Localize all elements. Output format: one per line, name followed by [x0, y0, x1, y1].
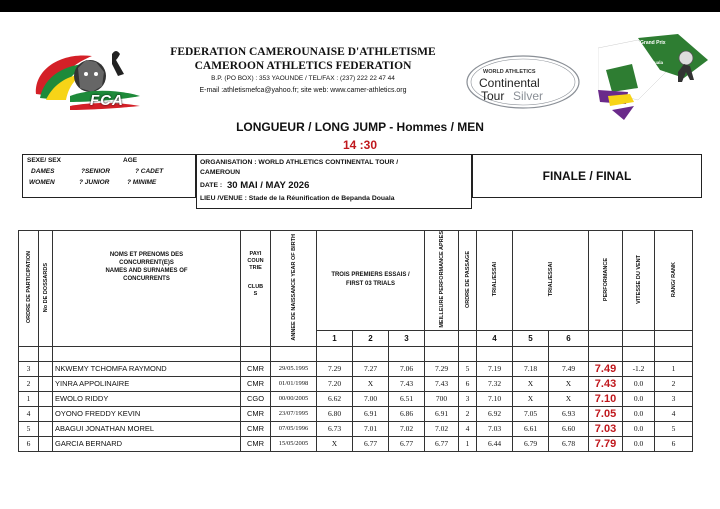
age-cadet: ? CADET: [135, 168, 164, 175]
table-row: [19, 391, 693, 406]
trial-1: 6.62: [317, 391, 353, 406]
order-header: [19, 231, 39, 347]
venue: LIEU /VENUE : Stade de la Réunification de Bepanda Douala: [200, 195, 395, 202]
trial-4: 7.32: [477, 376, 513, 391]
category-box: [22, 154, 196, 198]
country: CMR: [241, 436, 271, 451]
federation-name-en: CAMEROON ATHLETICS FEDERATION: [194, 60, 412, 72]
bib: [39, 436, 53, 451]
performance: 7.79: [589, 436, 623, 451]
trial-6: X: [549, 376, 589, 391]
trial-2: 7.27: [353, 361, 389, 376]
trial-6: 6.93: [549, 406, 589, 421]
athlete-name: YINRA APPOLINAIRE: [53, 376, 241, 391]
trial-3: 6.77: [389, 436, 425, 451]
rank-header-label: RANG/ RANK: [670, 261, 677, 297]
performance-header-label: PERFORMANCE: [602, 257, 609, 301]
best-header-label: MEILLEURE PERFORMANCE APRES: [438, 231, 445, 328]
trial-2: X: [353, 376, 389, 391]
trial-5: 6.79: [513, 436, 549, 451]
trial-2-number: 2: [353, 330, 389, 346]
fca-logo: [30, 40, 145, 120]
trial-b-header: [513, 231, 589, 331]
athlete-name: OYONO FREDDY KEVIN: [53, 406, 241, 421]
tour-line1: WORLD ATHLETICS: [483, 69, 536, 75]
table-row: [19, 361, 693, 376]
trial-3-number: 3: [389, 330, 425, 346]
trials-header-line1: TROIS PREMIERS ESSAIS /: [331, 272, 410, 279]
passage-order: 5: [459, 361, 477, 376]
date-value: 30 MAI / MAY 2026: [227, 180, 310, 191]
names-header-line2: CONCURRENT(E)S: [119, 260, 174, 266]
best-after-3: 7.29: [425, 361, 459, 376]
bib: [39, 391, 53, 406]
birth-date: 00/00/2005: [271, 391, 317, 406]
table-row: [19, 406, 693, 421]
event-time: 14 :30: [342, 138, 378, 152]
rank: 6: [655, 436, 693, 451]
trial-1: X: [317, 436, 353, 451]
trial-3: 7.06: [389, 361, 425, 376]
order: 5: [19, 421, 39, 436]
names-header-line4: CONCURRENTS: [123, 276, 170, 282]
best-after-3: 6.91: [425, 406, 459, 421]
age-minime: ? MINIME: [127, 179, 157, 186]
birth-date: 29/05.1995: [271, 361, 317, 376]
federation-name-fr: FEDERATION CAMEROUNAISE D'ATHLETISME: [170, 46, 436, 58]
order: 1: [19, 391, 39, 406]
fca-logo-text: FCA: [90, 92, 124, 109]
best-after-3: 700: [425, 391, 459, 406]
trial-6: 6.60: [549, 421, 589, 436]
event-title: LONGUEUR / LONG JUMP - Hommes / MEN: [236, 120, 484, 134]
organisation: ORGANISATION : WORLD ATHLETICS CONTINENTAL TOUR /: [200, 159, 399, 166]
gp-line2: Douala: [648, 60, 664, 65]
trial-1-number: 1: [317, 330, 353, 346]
performance: 7.10: [589, 391, 623, 406]
sex-label: SEXE/ SEX: [27, 157, 61, 164]
trials-header: [317, 231, 425, 331]
sex-dames: DAMES: [31, 168, 55, 175]
wind: 0.0: [623, 436, 655, 451]
country-header-line1: PAYI: [249, 251, 262, 257]
trial-4-number: 4: [477, 330, 513, 346]
country-header-line3: TRIE: [249, 265, 262, 271]
trials-header-line2: FIRST 03 TRIALS: [345, 281, 395, 288]
tour-line2: Continental: [479, 76, 540, 90]
country: CMR: [241, 421, 271, 436]
trial-6-number: 6: [549, 330, 589, 346]
trial-5: X: [513, 376, 549, 391]
trial-4: 7.03: [477, 421, 513, 436]
table-row: [19, 421, 693, 436]
sex-women: WOMEN: [29, 179, 55, 186]
trial-5: 7.18: [513, 361, 549, 376]
order: 2: [19, 376, 39, 391]
birth-header: [271, 231, 317, 347]
club-header-line1: CLUB: [247, 284, 264, 290]
bib: [39, 421, 53, 436]
trial-a-header-label: TRIAL/ESSAI: [491, 262, 498, 297]
age-junior: ? JUNIOR: [79, 179, 110, 186]
trial-6: 6.78: [549, 436, 589, 451]
results-table: [18, 230, 693, 452]
trial-2: 6.91: [353, 406, 389, 421]
best-after-3: 7.43: [425, 376, 459, 391]
wind: 0.0: [623, 406, 655, 421]
bib-header: [39, 231, 53, 347]
rank: 4: [655, 406, 693, 421]
best-after-3: 6.77: [425, 436, 459, 451]
trial-5: X: [513, 391, 549, 406]
grand-prix-logo: [598, 30, 710, 130]
wind-header: [623, 231, 655, 331]
wind-header-label: VITESSE DU VENT: [635, 254, 642, 304]
performance: 7.03: [589, 421, 623, 436]
trial-2: 7.00: [353, 391, 389, 406]
trial-5-number: 5: [513, 330, 549, 346]
trial-5: 7.05: [513, 406, 549, 421]
trial-1: 7.20: [317, 376, 353, 391]
trial-a-header: [477, 231, 513, 331]
rank: 5: [655, 421, 693, 436]
order: 3: [19, 361, 39, 376]
perf-blank: [589, 330, 623, 346]
trial-6: X: [549, 391, 589, 406]
trial-3: 7.02: [389, 421, 425, 436]
rank-header: [655, 231, 693, 331]
passage-header: [459, 231, 477, 331]
trial-3: 6.86: [389, 406, 425, 421]
continental-tour-logo: [465, 54, 580, 110]
trial-2: 7.01: [353, 421, 389, 436]
athlete-name: GARCIA BERNARD: [53, 436, 241, 451]
wind-blank: [623, 330, 655, 346]
trial-4: 6.92: [477, 406, 513, 421]
order: 4: [19, 406, 39, 421]
passage-blank: [459, 330, 477, 346]
country-header-line2: COUN: [247, 258, 264, 264]
passage-header-label: ORDRE DE PASSAGE: [464, 250, 471, 308]
federation-address: B.P. (PO BOX) : 353 YAOUNDE / TEL/FAX : (237) 222 22 47 44: [211, 75, 395, 82]
performance: 7.49: [589, 361, 623, 376]
bib-header-label: No DE DOSSARDS: [42, 262, 49, 312]
results-sheet: [0, 12, 720, 509]
rank: 1: [655, 361, 693, 376]
birth-date: 15/05/2005: [271, 436, 317, 451]
trial-4: 6.44: [477, 436, 513, 451]
passage-order: 2: [459, 406, 477, 421]
performance-header: [589, 231, 623, 331]
trial-1: 6.80: [317, 406, 353, 421]
trial-1: 6.73: [317, 421, 353, 436]
order-header-label: ORDRE DE PARTICIPATION: [25, 251, 32, 324]
rank: 3: [655, 391, 693, 406]
tour-line3: Tour: [481, 89, 505, 103]
date-label: DATE :: [200, 182, 223, 189]
age-label: AGE: [123, 157, 138, 164]
final-box: [472, 154, 702, 198]
best-header: [425, 231, 459, 331]
trial-3: 7.43: [389, 376, 425, 391]
birth-date: 23/07/1995: [271, 406, 317, 421]
bib: [39, 376, 53, 391]
wind: 0.0: [623, 376, 655, 391]
trial-1: 7.29: [317, 361, 353, 376]
order: 6: [19, 436, 39, 451]
country-header: [241, 231, 271, 347]
organisation-line2: CAMEROUN: [200, 169, 241, 176]
header-row: [19, 231, 693, 331]
names-header-line3: NAMES AND SURNAMES OF: [105, 268, 188, 274]
gp-line1: Grand Prix: [640, 40, 666, 46]
birth-header-label: ANNEE DE NAISSANCE YEAR OF BIRTH: [290, 234, 297, 341]
country: CMR: [241, 406, 271, 421]
athlete-name: NKWEMY TCHOMFA RAYMOND: [53, 361, 241, 376]
trial-6: 7.49: [549, 361, 589, 376]
birth-date: 01/01/1998: [271, 376, 317, 391]
federation-contact: E-mail :athletismefca@yahoo.fr; site web: www.camer-athletics.org: [199, 87, 407, 94]
trial-b-header-label: TRIAL/ESSAI: [547, 262, 554, 297]
trial-4: 7.19: [477, 361, 513, 376]
age-senior: ?SENIOR: [81, 168, 110, 175]
final-label: FINALE / FINAL: [542, 169, 632, 183]
rank: 2: [655, 376, 693, 391]
athlete-name: EWOLO RIDDY: [53, 391, 241, 406]
trial-5: 6.61: [513, 421, 549, 436]
spacer-row: [19, 346, 693, 361]
wind: 0.0: [623, 391, 655, 406]
bib: [39, 406, 53, 421]
passage-order: 6: [459, 376, 477, 391]
trial-3: 6.51: [389, 391, 425, 406]
names-header: [53, 231, 241, 347]
country: CMR: [241, 376, 271, 391]
country: CMR: [241, 361, 271, 376]
table-row: [19, 376, 693, 391]
passage-order: 3: [459, 391, 477, 406]
wind: 0.0: [623, 421, 655, 436]
club-header-line2: S: [253, 291, 258, 297]
trial-2: 6.77: [353, 436, 389, 451]
trial-4: 7.10: [477, 391, 513, 406]
names-header-line1: NOMS ET PRENOMS DES: [109, 252, 184, 258]
passage-order: 1: [459, 436, 477, 451]
best-after-3: 7.02: [425, 421, 459, 436]
wind: -1.2: [623, 361, 655, 376]
tour-line4: Silver: [513, 89, 544, 103]
info-box: [196, 154, 472, 209]
country: CGO: [241, 391, 271, 406]
performance: 7.05: [589, 406, 623, 421]
performance: 7.43: [589, 376, 623, 391]
athlete-name: ABAGUI JONATHAN MOREL: [53, 421, 241, 436]
bib: [39, 361, 53, 376]
birth-date: 07/05/1996: [271, 421, 317, 436]
rank-blank: [655, 330, 693, 346]
table-row: [19, 436, 693, 451]
passage-order: 4: [459, 421, 477, 436]
best-blank: [425, 330, 459, 346]
